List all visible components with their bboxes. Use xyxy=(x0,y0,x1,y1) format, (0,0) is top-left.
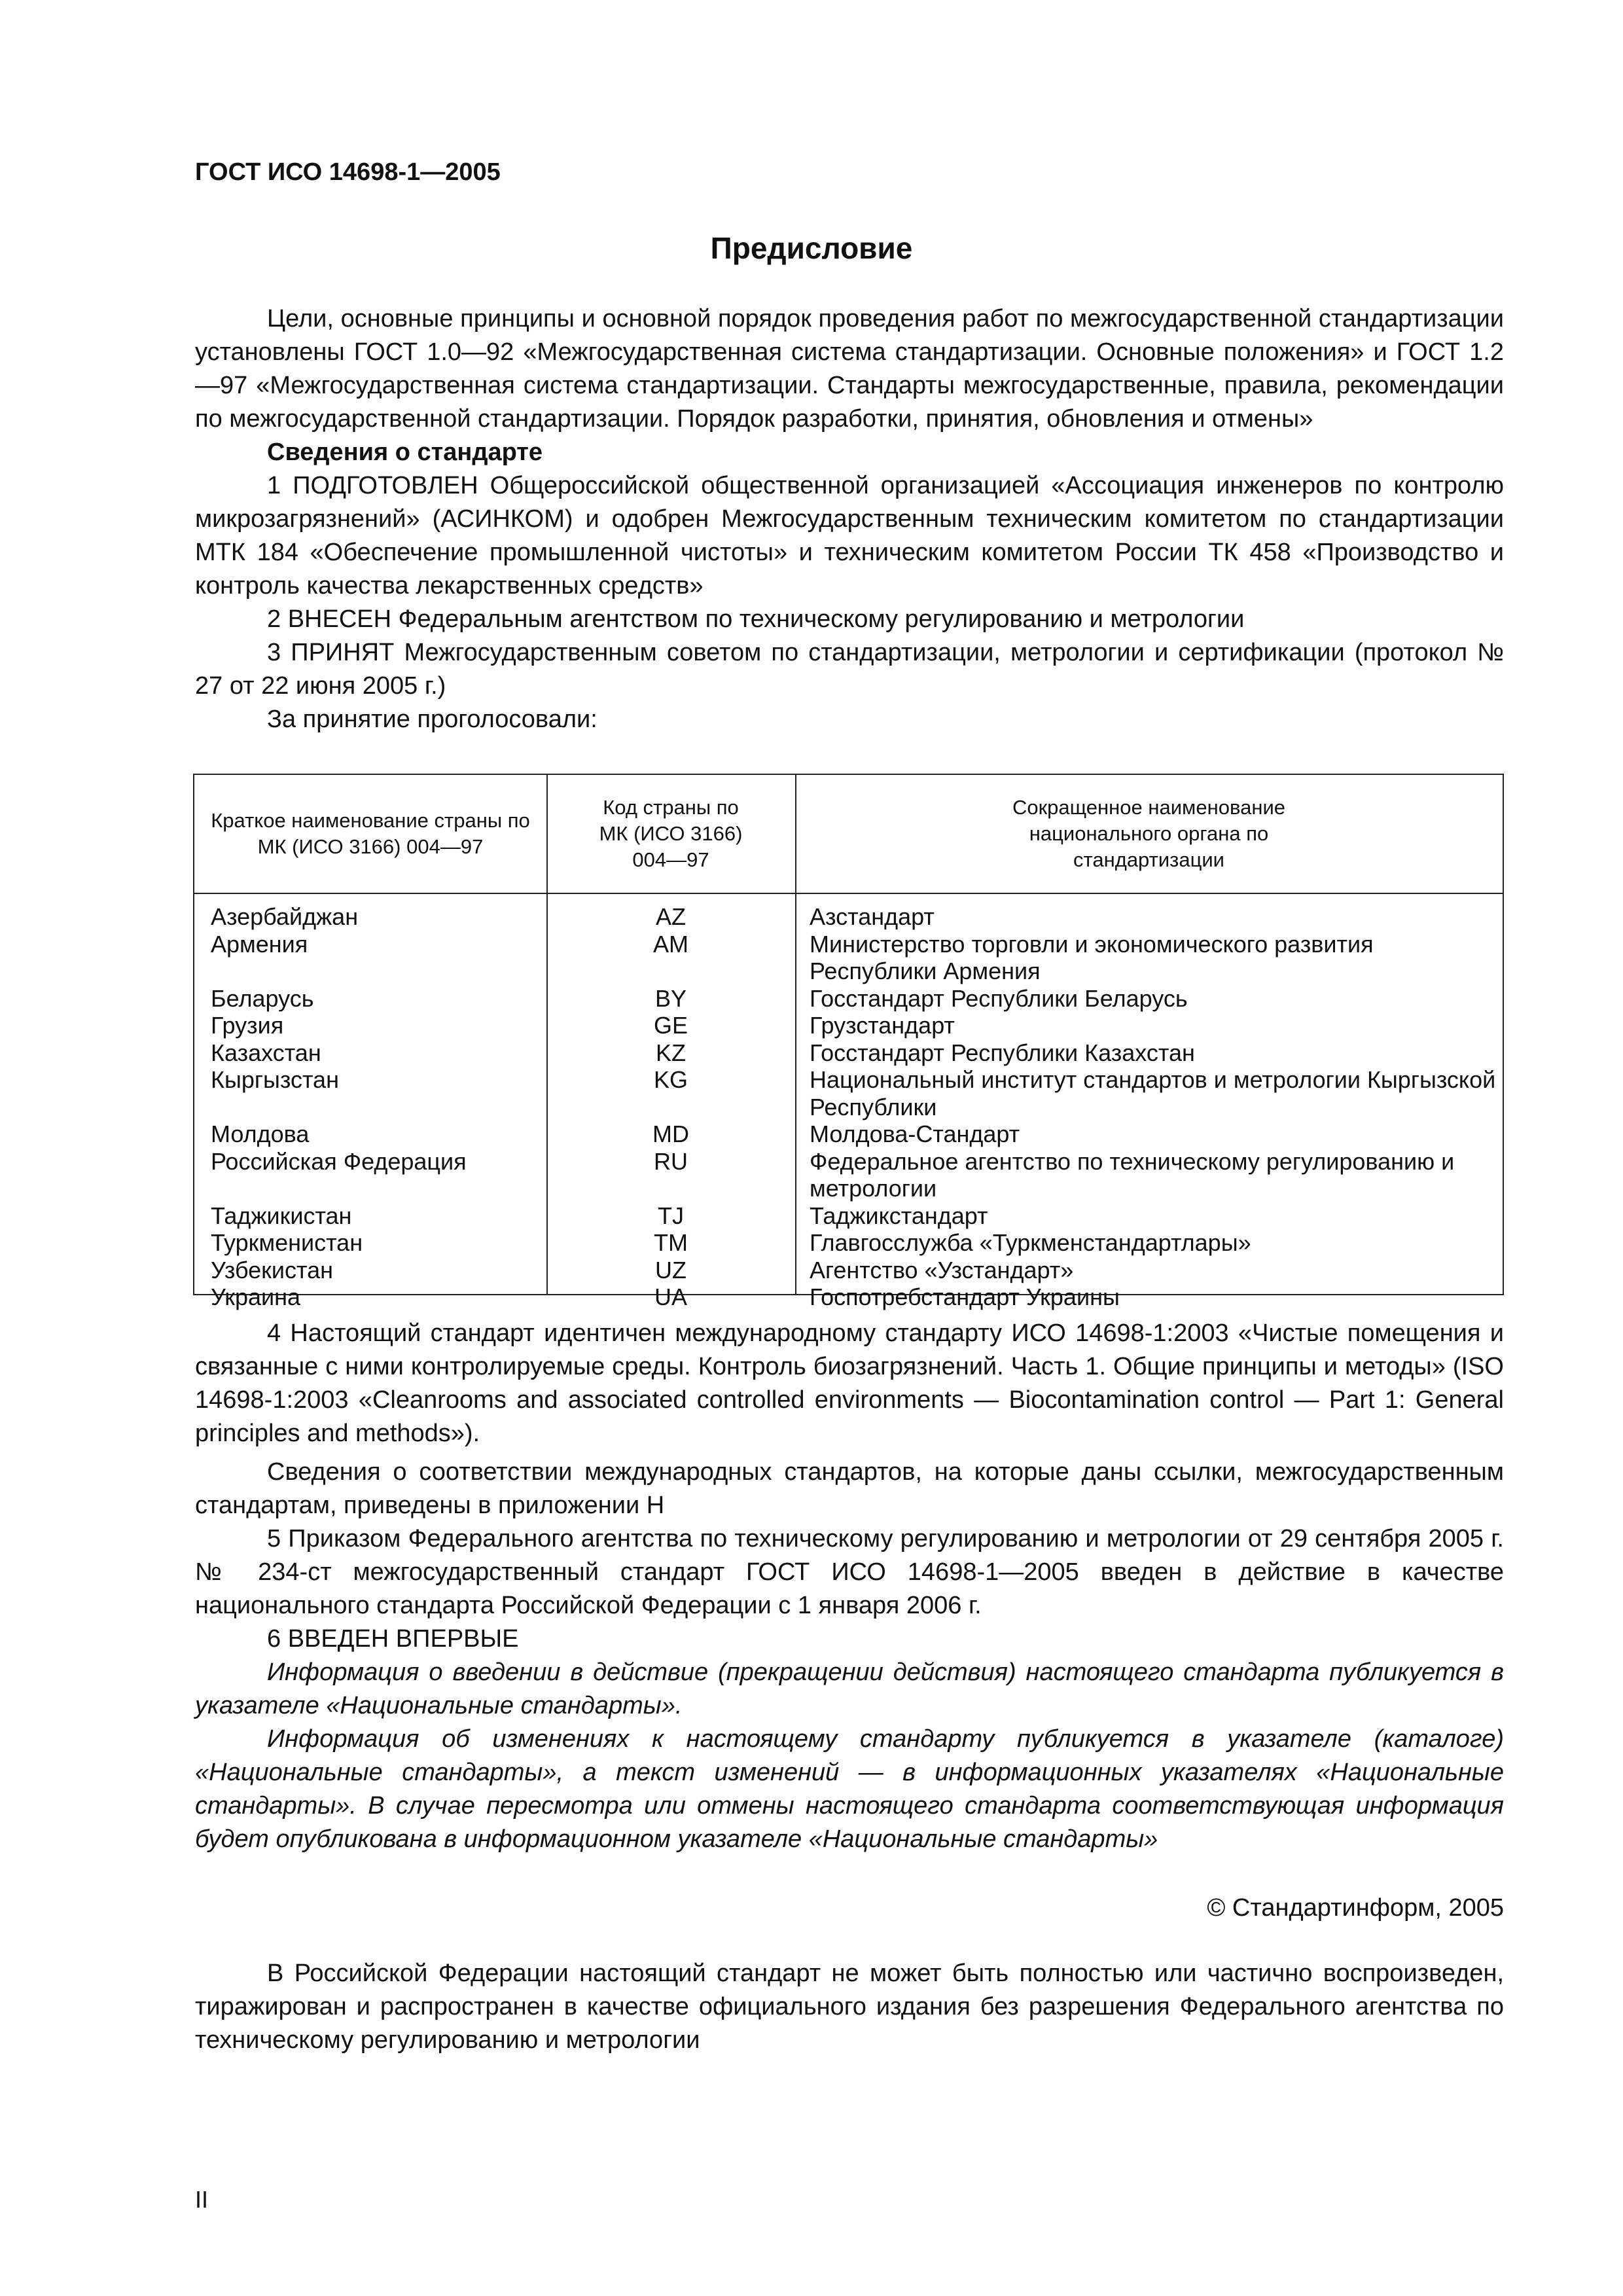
cell-code: TM xyxy=(654,1229,688,1256)
cell-country: Узбекистан xyxy=(211,1256,334,1283)
item-4-note: Сведения о соответствии международных стандартов, на которые даны ссылки, межгосударственным стандартам, приведены в приложении Н xyxy=(195,1458,1504,1519)
cell-country: Молдова xyxy=(211,1121,310,1147)
header-code: Код страны по МК (ИСО 3166) 004—97 xyxy=(599,796,743,871)
item-3: 3 ПРИНЯТ Межгосударственным советом по стандартизации, метрологии и сертификации (протокол № 27 от 22 июня 2005 г.) xyxy=(195,639,1504,700)
cell-organization: Агентство «Узстандарт» xyxy=(810,1256,1074,1283)
cell-code: TJ xyxy=(658,1202,684,1229)
item-2: 2 ВНЕСЕН Федеральным агентством по техническому регулированию и метрологии xyxy=(267,605,1245,633)
table-header-rule xyxy=(194,893,1503,894)
cell-code: RU xyxy=(654,1147,688,1175)
cell-code: MD xyxy=(652,1121,689,1147)
table-row xyxy=(194,1039,1503,1067)
item-1: 1 ПОДГОТОВЛЕН Общероссийской общественной организацией «Ассоциация инженеров по контролю микрозагрязнений» (АСИНКОМ) и одобрен Межгосударственным техническим комитетом по стандартизации МТК 184 «Обеспечение промышленной чистоты» и техническим комитетом России ТК 458 «Производство и контроль качества лекарственных средств» xyxy=(195,472,1504,600)
table-row xyxy=(194,1148,1503,1202)
table-row xyxy=(194,1229,1503,1257)
cell-code: KZ xyxy=(655,1039,686,1066)
italic-note-1: Информация о введении в действие (прекращении действия) настоящего стандарта публикуется в указателе «Национальные стандарты». xyxy=(195,1659,1504,1719)
cell-organization: Азстандарт xyxy=(810,903,935,930)
cell-country: Украина xyxy=(211,1283,301,1310)
cell-code: AZ xyxy=(655,903,686,930)
preface-bottom xyxy=(195,1317,1504,1856)
table-row xyxy=(194,1012,1503,1039)
cell-organization: Главгосслужба «Туркменстандартлары» xyxy=(810,1229,1251,1256)
cell-code: GE xyxy=(653,1012,688,1039)
cell-organization: Госстандарт Республики Казахстан xyxy=(810,1039,1195,1066)
intro-paragraph: Цели, основные принципы и основной порядок проведения работ по межгосударственной стандартизации установлены ГОСТ 1.0—92 «Межгосударственная система стандартизации. Основные положения» и ГОСТ 1.2—97 «Межгосударственная система стандартизации. Стандарты межгосударственные, правила, рекомендации по межгосударственной стандартизации. Порядок разработки, принятия, обновления и отмены» xyxy=(195,305,1504,433)
reproduction-notice xyxy=(195,1957,1504,2057)
cell-organization: Госпотребстандарт Украины xyxy=(810,1283,1120,1310)
item-5: 5 Приказом Федерального агентства по техническому регулированию и метрологии от 29 сентября 2005 г. № 234-ст межгосударственный стандарт ГОСТ ИСО 14698-1—2005 введен в действие в качестве национального стандарта Российской Федерации с 1 января 2006 г. xyxy=(195,1525,1504,1619)
cell-country: Туркменистан xyxy=(211,1229,363,1256)
countries-table xyxy=(193,774,1504,1310)
cell-code: KG xyxy=(653,1066,688,1093)
cell-country: Армения xyxy=(211,930,308,958)
cell-organization: Федеральное агентство по техническому регулированию и метрологии xyxy=(810,1147,1455,1202)
cell-code: BY xyxy=(654,984,687,1012)
cell-organization: Грузстандарт xyxy=(810,1012,955,1039)
cell-organization: Национальный институт стандартов и метрологии Кыргызской Республики xyxy=(810,1066,1496,1121)
cell-country: Таджикистан xyxy=(211,1202,352,1229)
table-row xyxy=(194,1066,1503,1121)
cell-organization: Министерство торговли и экономического развития Республики Армения xyxy=(810,930,1374,984)
italic-note-2: Информация об изменениях к настоящему стандарту публикуется в указателе (каталоге) «Национальные стандарты», а текст изменений — в информационных указателях «Национальные стандарты». В случае пересмотра или отмены настоящего стандарта соответствующая информация будет опубликована в информационном указателе «Национальные стандарты» xyxy=(195,1725,1504,1853)
cell-country: Казахстан xyxy=(211,1039,321,1066)
header-country: Краткое наименование страны по МК (ИСО 3166) 004—97 xyxy=(211,809,530,858)
document-header: ГОСТ ИСО 14698-1—2005 xyxy=(195,158,501,186)
item-6: 6 ВВЕДЕН ВПЕРВЫЕ xyxy=(267,1625,519,1653)
table-body xyxy=(194,903,1503,1311)
item-4: 4 Настоящий стандарт идентичен международному стандарту ИСО 14698-1:2003 «Чистые помещения и связанные с ними контролируемые среды. Контроль биозагрязнений. Часть 1. Общие принципы и методы» (ISO 14698-1:2003 «Cleanrooms and associated controlled environments — Biocontamination control — Part 1: General principles and methods»). xyxy=(195,1319,1504,1447)
copyright: © Стандартинформ, 2005 xyxy=(1207,1894,1504,1922)
cell-organization: Таджикстандарт xyxy=(810,1202,988,1229)
table-row xyxy=(194,1202,1503,1230)
voted-label: За принятие проголосовали: xyxy=(267,706,597,733)
cell-code: AM xyxy=(653,930,688,958)
cell-code: UA xyxy=(654,1283,687,1310)
info-heading: Сведения о стандарте xyxy=(267,439,543,466)
preface-top xyxy=(195,302,1504,736)
cell-organization: Госстандарт Республики Беларусь xyxy=(810,984,1188,1012)
cell-country: Азербайджан xyxy=(211,903,359,930)
table-row xyxy=(194,931,1503,985)
table-row xyxy=(194,1121,1503,1148)
cell-country: Грузия xyxy=(211,1012,284,1039)
cell-organization: Молдова-Стандарт xyxy=(810,1121,1020,1147)
page-number: II xyxy=(195,2186,209,2213)
table-row xyxy=(194,1257,1503,1284)
cell-country: Кыргызстан xyxy=(211,1066,339,1093)
cell-code: UZ xyxy=(655,1256,687,1283)
notice-paragraph: В Российской Федерации настоящий стандарт не может быть полностью или частично воспроизведен, тиражирован и распространен в качестве официального издания без разрешения Федерального агентства по техническому регулированию и метрологии xyxy=(195,1960,1504,2054)
table-row xyxy=(194,1283,1503,1311)
header-organization: Сокращенное наименование национального органа по стандартизации xyxy=(1012,796,1286,871)
cell-country: Беларусь xyxy=(211,984,314,1012)
cell-country: Российская Федерация xyxy=(211,1147,467,1175)
table-row xyxy=(194,985,1503,1013)
table-row xyxy=(194,903,1503,931)
page-title: Предисловие xyxy=(710,231,913,265)
